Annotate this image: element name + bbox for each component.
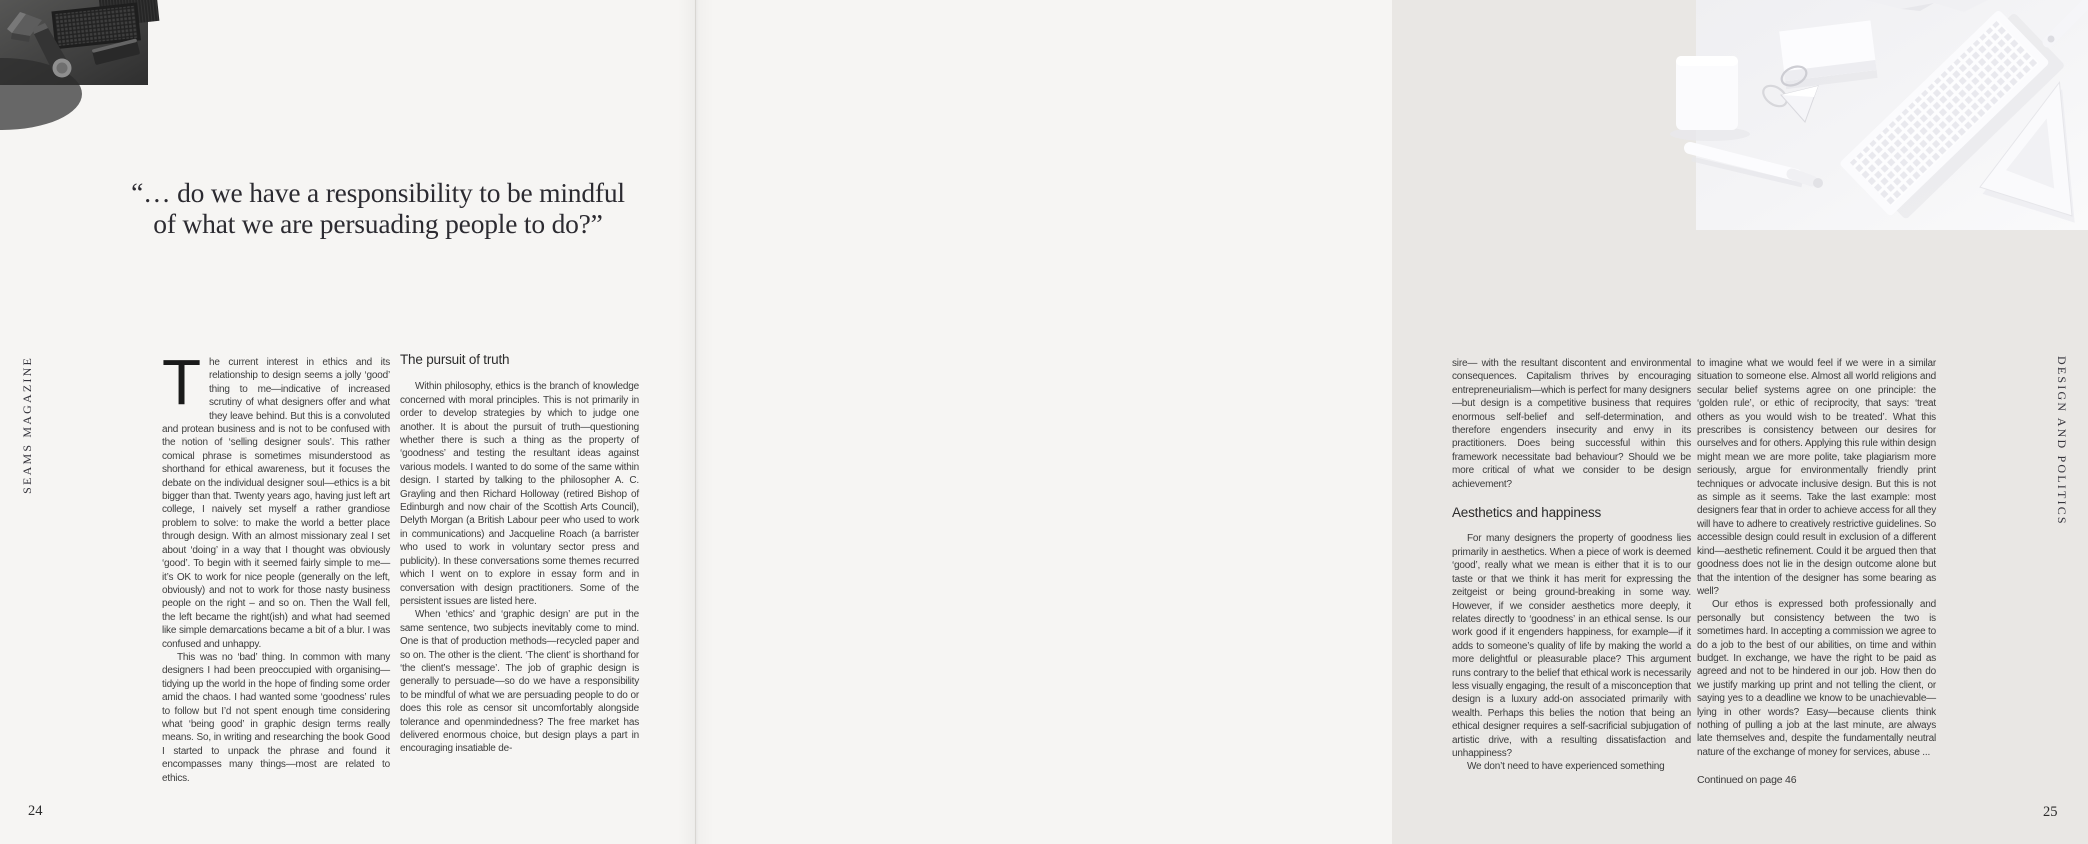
body-column-1 bbox=[162, 346, 390, 785]
paragraph: When ‘ethics’ and ‘graphic design’ are put in the same sentence, two subjects inevitably come to mind. One is that of production methods—recycled paper and so on. The other is the client. ‘The client’ is shorthand for ‘the client’s message’. The job of graphic design is generally to persuade—so do we have a responsibility to be mindful of what we are persuading people to do or does this role as censor sit uncomfortably alongside tolerance and openmindedness? The free market has delivered enormous choice, but design plays a part in encouraging insatiable de- bbox=[400, 609, 639, 755]
pull-quote-line1: “… do we have a responsibility to be mindful bbox=[131, 177, 625, 208]
pull-quote bbox=[128, 178, 628, 239]
heading-pursuit-of-truth: The pursuit of truth bbox=[400, 352, 510, 367]
paragraph: sire— with the resultant discontent and environmental consequences. Capitalism thrives by encouraging entrepreneurialism—which is perfect for many designers—but design is a competitive business that requires enormous self-belief and self-determination, and therefore engenders insecurity and envy in its practitioners. Does being successful within this framework necessitate bad behaviour? Should we be more critical of what we consider to be design achievement? bbox=[1452, 358, 1691, 490]
heading-aesthetics-and-happiness: Aesthetics and happiness bbox=[1452, 505, 1602, 521]
body-column-3 bbox=[1452, 357, 1691, 774]
magazine-title-vertical: SEAMS MAGAZINE bbox=[20, 356, 34, 494]
page-number-right: 25 bbox=[2043, 804, 2058, 820]
paragraph: This was no ‘bad’ thing. In common with many designers I had been preoccupied with organising—tidying up the world in the hope of finding some order amid the chaos. I had wanted some ‘goodness’ rules to follow but I’d not spent enough time considering what ‘being good’ in graphic design terms really means. So, in writing and researching the book Good I started to unpack the phrase and found it encompasses many things—most are related to ethics. bbox=[162, 651, 390, 784]
paragraph bbox=[162, 346, 390, 651]
section-title-vertical: DESIGN AND POLITICS bbox=[2055, 356, 2069, 526]
pull-quote-line2: of what we are persuading people to do?” bbox=[153, 207, 603, 239]
paragraph: For many designers the property of goodness lies primarily in aesthetics. When a piece of work is deemed ‘good’, really what we mean is either that it is to our taste or that we think it has merit for expressing the zeitgeist or being ground-breaking in some way. However, if we consider aesthetics more deeply, it relates directly to ‘goodness’ in an ethical sense. Is our work good if it engenders happiness, for example—if it adds to someone’s quality of life by making the world a more delightful or pleasurable place? This argument runs contrary to the belief that ethical work is necessarily less visually engaging, the result of a misconception that design is a luxury add-on associated primarily with wealth. Perhaps this belies the notion that being an ethical designer requires a self-sacrificial subjugation of artistic drive, with a resulting dissatisfaction and unhappiness? bbox=[1452, 533, 1691, 759]
page-left bbox=[0, 0, 695, 844]
drop-cap: T bbox=[162, 346, 201, 418]
paragraph: Our ethos is expressed both professionally and personally but consistency between the two is sometimes hard. In accepting a commission we agree to do a job to the best of our abilities, on time and within budget. In exchange, we have the right to be paid as agreed and not to be hindered in our job. How then do we justify marking up print and not telling the client, or saying yes to a deadline we know to be unachievable—lying in other words? Easy—because clients think nothing of pulling a job at the last minute, are always late themselves and, despite the fundamentally neutral nature of the exchange of money for services, abuse ... bbox=[1697, 599, 1936, 758]
paragraph-text: he current interest in ethics and its relationship to design seems a jolly ‘good’ thing to me—indicative of increased scrutiny of what designers offer and what they leave behind. But this is a convoluted and protean business and is not to be confused with the notion of ‘selling designer souls’. This rather comical phrase is sometimes misunderstood as shorthand for ethical awareness, but it focuses the debate on the individual designer soul—ethics is a bit bigger than that. Twenty years ago, having just left art college, I naively set myself a rather grandiose problem to solve: to make the world a better place through design. With an almost missionary zeal I set about ‘doing’ in a way that I thought was obviously ‘good’. To begin with it seemed fairly simple to me—it’s OK to work for nice people (generally on the left, obviously) and not to work for those nasty business people on the right – and so on. Then the Wall fell, the left became the right(ish) and what had seemed like simple demarcations became a bit of a blur. I was confused and unhappy. bbox=[162, 357, 390, 650]
white-stationery-illustration bbox=[1696, 0, 2088, 230]
paragraph: We don’t need to have experienced something bbox=[1467, 761, 1665, 773]
dark-stationery-illustration bbox=[0, 0, 148, 85]
dark-stationery-photo bbox=[0, 0, 148, 85]
paragraph: Within philosophy, ethics is the branch of knowledge concerned with moral principles. This is not primarily in order to develop strategies by which to judge one another. It is about the pursuit of truth—questioning whether there is such a thing as the property of ‘goodness’ and testing the resultant ideas against various models. I wanted to do some of the same within design. I started by talking to the philosopher A. C. Grayling and then Richard Holloway (retired Bishop of Edinburgh and now chair of the Scottish Arts Council), Delyth Morgan (a British Labour peer who used to work in communications) and Jacqueline Roach (a barrister who used to work in voluntary sector press and publicity). In these conversations some themes recurred which I went on to explore in essay form and in conversation with design practitioners. Some of the persistent issues are listed here. bbox=[400, 381, 639, 607]
body-column-4 bbox=[1697, 357, 1936, 788]
page-number-left: 24 bbox=[28, 803, 43, 819]
paragraph: to imagine what we would feel if we were in a similar situation to someone else. Almost all world religions and secular belief systems agree on one principle: the ‘golden rule’, or ethic of reciprocity, that says: ‘treat others as you would wish to be treated’. What this prescribes is consistency between our desires for ourselves and for others. Applying this rule within design might mean we are more polite, take plagiarism more seriously, argue for environmentally friendly print techniques or advocate inclusive design. But this is not as simple as it seems. Take the last example: most designers fear that in order to achieve access for all they will have to adhere to creatively restrictive guidelines. So accessible design could result in exclusion of a different kind—aesthetic refinement. Could it be argued then that goodness does not lie in the design outcome alone but that the intention of the designer has some bearing as well? bbox=[1697, 358, 1936, 597]
page-right bbox=[696, 0, 2069, 844]
continued-note: Continued on page 46 bbox=[1697, 774, 1797, 787]
white-stationery-photo bbox=[1696, 0, 2088, 230]
body-column-2 bbox=[400, 353, 639, 756]
